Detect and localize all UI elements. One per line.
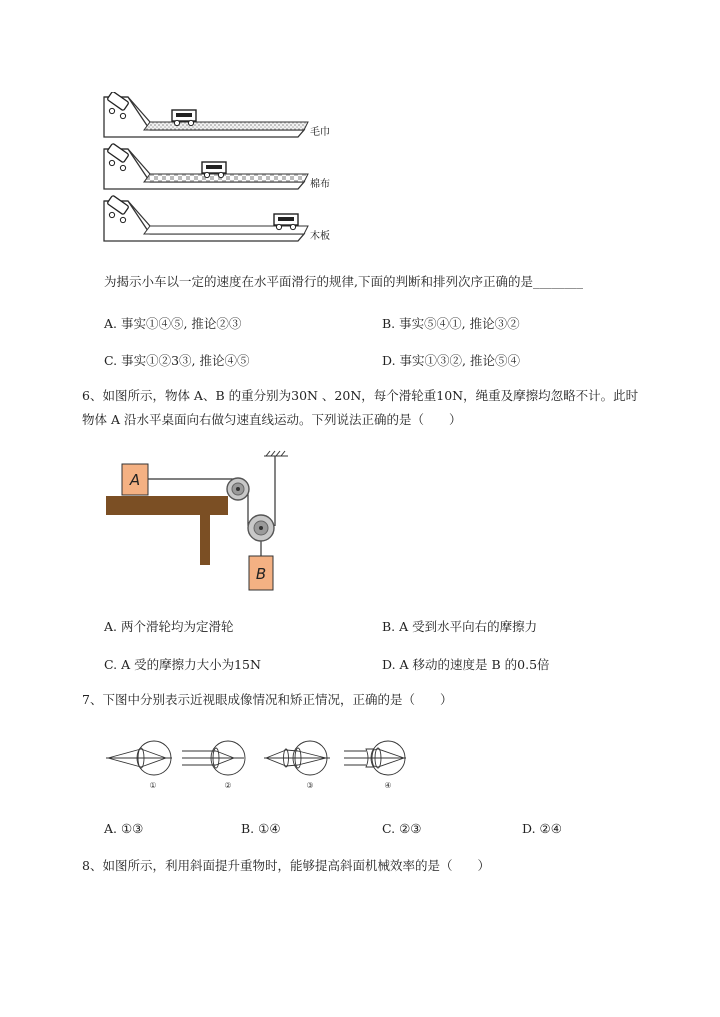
- q8-stem: 8、如图所示，利用斜面提升重物时，能够提高斜面机械效率的是（ ）: [82, 858, 490, 873]
- ramp-experiment-figure: [98, 92, 338, 252]
- eye-diagram-1: [106, 741, 172, 775]
- q6-option-b[interactable]: B. A 受到水平向右的摩擦力: [382, 619, 538, 634]
- q6-stem-line2: 物体 A 沿水平桌面向右做匀速直线运动。下列说法正确的是（ ）: [82, 412, 462, 427]
- eye-diagram-label-1: ①: [149, 781, 157, 790]
- block-b-label: B: [255, 565, 267, 583]
- ramp-wood: [104, 195, 330, 242]
- q5-stem: 为揭示小车以一定的速度在水平面滑行的规律,下面的判断和排列次序正确的是________: [104, 274, 583, 289]
- q6-option-a[interactable]: A. 两个滑轮均为定滑轮: [104, 619, 234, 634]
- eye-diagram-3: [264, 741, 330, 775]
- eye-diagrams-figure: [104, 738, 424, 794]
- eye-diagram-label-2: ②: [224, 781, 232, 790]
- q7-stem: 7、下图中分别表示近视眼成像情况和矫正情况，正确的是（ ）: [82, 692, 453, 707]
- movable-pulley: [248, 515, 274, 541]
- eye-diagram-2: [182, 741, 245, 775]
- q7-option-b[interactable]: B. ①④: [241, 821, 281, 836]
- q6-stem-line1: 6、如图所示，物体 A、B 的重分别为30N 、20N，每个滑轮重10N，绳重及摩擦均忽略不计。此时: [82, 388, 639, 403]
- table-top: [106, 496, 228, 515]
- q5-option-d[interactable]: D. 事实①③②, 推论⑤④: [382, 353, 520, 368]
- q5-option-b[interactable]: B. 事实⑤④①, 推论③②: [382, 316, 520, 331]
- pulley-figure: [100, 448, 300, 596]
- q7-option-c[interactable]: C. ②③: [382, 821, 422, 836]
- q5-option-c[interactable]: C. 事实①②3③, 推论④⑤: [104, 353, 250, 368]
- q6-option-c[interactable]: C. A 受的摩擦力大小为15N: [104, 657, 261, 672]
- q7-option-d[interactable]: D. ②④: [522, 821, 562, 836]
- fixed-pulley: [227, 478, 249, 500]
- towel-label: 毛巾: [310, 127, 330, 138]
- eye-diagram-label-3: ③: [306, 781, 314, 790]
- table-leg: [200, 515, 210, 565]
- wood-label: 木板: [310, 231, 330, 242]
- eye-diagram-4: [344, 741, 406, 775]
- ramp-towel: [104, 92, 330, 138]
- ramp-cotton: [104, 143, 330, 190]
- cotton-label: 棉布: [310, 179, 330, 190]
- ceiling-support: [264, 451, 288, 456]
- eye-diagram-label-4: ④: [384, 781, 392, 790]
- q5-option-a[interactable]: A. 事实①④⑤, 推论②③: [104, 316, 242, 331]
- q6-option-d[interactable]: D. A 移动的速度是 B 的0.5倍: [382, 657, 550, 672]
- block-a-label: A: [129, 471, 141, 489]
- q7-option-a[interactable]: A. ①③: [104, 821, 144, 836]
